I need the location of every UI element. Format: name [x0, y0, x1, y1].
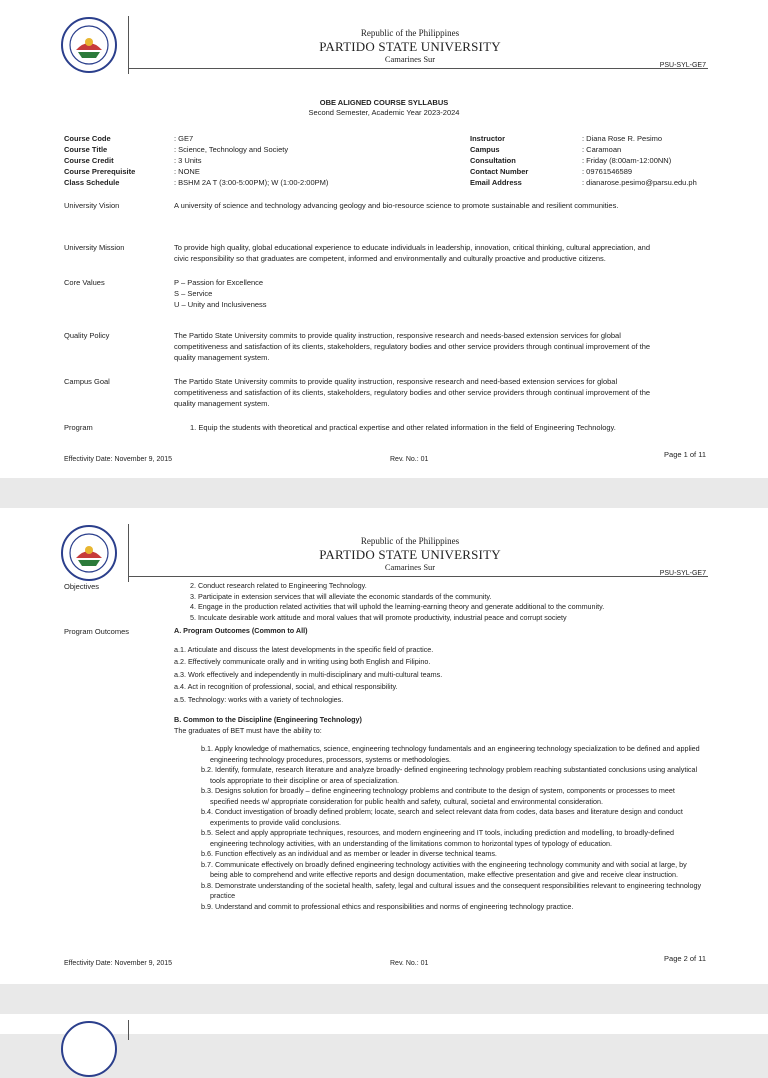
- mission-line: To provide high quality, global educational experience to educate individuals in leadership, innovation, critical thinking, cultural appreciation, and: [174, 243, 650, 252]
- quality-policy-text: [174, 330, 694, 363]
- campus-label: Campus: [470, 145, 500, 154]
- republic-line: Republic of the Philippines: [360, 536, 460, 546]
- instructor-value: : Diana Rose R. Pesimo: [582, 134, 663, 143]
- objective-item: 3. Participate in extension services that will alleviate the economic standards of the community.: [190, 591, 492, 601]
- revision-number: Rev. No.: 01: [390, 960, 429, 967]
- program-label: Program: [64, 423, 93, 432]
- revision-number: Rev. No.: 01: [390, 456, 429, 463]
- outcome-b-item: b.2. Identify, formulate, research literature and analyze broadly- defined engineering technology problem reaching substantiated conclusions using analytical tools appropriate to their discipline or area of specialization.: [201, 765, 698, 785]
- outcomes-b-intro: The graduates of BET must have the ability to:: [174, 725, 322, 735]
- outcome-a-item: a.3. Work effectively and independently in multi-disciplinary and multi-cultural teams.: [174, 669, 443, 679]
- outcomes-a-title: A. Program Outcomes (Common to All): [174, 626, 308, 635]
- text-line: quality management system.: [174, 399, 270, 408]
- republic-line: Republic of the Philippines: [360, 28, 460, 38]
- header-vertical-rule: [128, 524, 129, 582]
- campus-goal-label: Campus Goal: [64, 377, 110, 386]
- document-page-1: [0, 0, 768, 478]
- course-info-left: [64, 133, 328, 188]
- course-title-label: Course Title: [64, 145, 108, 154]
- university-name: PARTIDO STATE UNIVERSITY: [319, 547, 501, 562]
- class-schedule-label: Class Schedule: [64, 178, 120, 187]
- course-code-label: Course Code: [64, 134, 111, 143]
- course-credit-value: : 3 Units: [174, 156, 202, 165]
- syllabus-subtitle: Second Semester, Academic Year 2023-2024: [308, 108, 460, 117]
- objective-item: 2. Conduct research related to Engineering Technology.: [190, 581, 367, 590]
- outcome-b-item: b.8. Demonstrate understanding of the societal health, safety, legal and cultural issues and the consequent responsibilities relevant to engineering technology practice: [201, 880, 702, 900]
- university-seal-logo: [60, 524, 118, 582]
- outcome-b-item: b.6. Function effectively as an individual and as member or leader in diverse technical teams.: [201, 849, 497, 858]
- course-title-value: : Science, Technology and Society: [174, 145, 289, 154]
- outcome-b-item: b.7. Communicate effectively on broadly defined engineering technology activities with the engineering technology community and with social at large, by being able to comprehend and write effective reports and design documentation, make effective presentation and give and receive clear instruction.: [201, 859, 687, 879]
- program-outcomes-body: [174, 626, 704, 912]
- email-value[interactable]: : dianarose.pesimo@parsu.edu.ph: [582, 178, 697, 187]
- consultation-value: : Friday (8:00am-12:00NN): [582, 156, 672, 165]
- instructor-label: Instructor: [470, 134, 506, 143]
- page-header: [0, 0, 768, 80]
- outcome-a-item: a.5. Technology: works with a variety of technologies.: [174, 694, 344, 704]
- course-prereq-label: Course Prerequisite: [64, 167, 136, 176]
- class-schedule-value: : BSHM 2A T (3:00-5:00PM); W (1:00-2:00PM): [174, 178, 329, 187]
- course-info-right: [470, 133, 697, 188]
- value-item: S – Service: [174, 289, 213, 298]
- university-seal-logo: [60, 16, 118, 74]
- campus-goal-text: [174, 376, 694, 409]
- objective-item: 5. Inculcate desirable work attitude and moral values that will promote productivity, industrial peace and corrupt society: [190, 612, 567, 622]
- program-item: 1. Equip the students with theoretical and practical expertise and other related information in the field of Engineering Technology.: [190, 423, 616, 432]
- course-code-value: : GE7: [174, 134, 194, 143]
- page-number: Page 1 of 11: [664, 450, 706, 459]
- value-item: U – Unity and Inclusiveness: [174, 300, 267, 309]
- contact-value: : 09761546589: [582, 167, 633, 176]
- document-page-2: [0, 508, 768, 984]
- objective-item: 4. Engage in the production related activities that will uphold the learning-earning theory and generate additional to the community.: [190, 602, 605, 611]
- program-outcomes-label: Program Outcomes: [64, 627, 130, 636]
- values-list: [174, 277, 694, 310]
- outcome-a-item: a.4. Act in recognition of professional, social, and ethical responsibility.: [174, 682, 398, 691]
- campus-name: Camarines Sur: [384, 562, 436, 572]
- document-page-3: [0, 1014, 768, 1034]
- text-line: competitiveness and satisfaction of its clients, stakeholders, regulatory bodies and other service providers through continual improvement of the: [174, 342, 651, 351]
- syllabus-title: OBE ALIGNED COURSE SYLLABUS: [319, 98, 449, 107]
- course-prereq-value: : NONE: [174, 167, 200, 176]
- doc-code: PSU-SYL-GE7: [659, 62, 706, 69]
- university-seal-logo: [60, 1020, 118, 1078]
- syllabus-title-block: [0, 98, 768, 118]
- page-number: Page 2 of 11: [664, 954, 706, 963]
- objectives-label: Objectives: [64, 582, 100, 591]
- outcome-b-item: b.3. Designs solution for broadly – define engineering technology problems and contribute to the design of system, components or processes to meet specified needs w/ appropriate consideration for public health and safety, cultural, societal and environmental consideration.: [201, 786, 675, 806]
- campus-name: Camarines Sur: [384, 54, 436, 64]
- effectivity-date: Effectivity Date: November 9, 2015: [64, 456, 173, 463]
- text-line: quality management system.: [174, 353, 270, 362]
- text-line: competitiveness and satisfaction of its clients, stakeholders, regulatory bodies and other service providers through continual improvement of the: [174, 388, 651, 397]
- header-vertical-rule: [128, 1020, 129, 1040]
- outcome-a-item: a.1. Articulate and discuss the latest developments in the specific field of practice.: [174, 644, 434, 654]
- outcome-b-item: b.1. Apply knowledge of mathematics, science, engineering technology fundamentals and an engineering technology specialization to be defined and applied engineering technology procedures, processors, systems or methodologies.: [201, 744, 700, 764]
- header-title-block: [230, 28, 590, 65]
- campus-value: : Caramoan: [582, 145, 622, 154]
- contact-label: Contact Number: [470, 167, 529, 176]
- mission-line: civic responsibility so that graduates are competent, informed and environmentally and culturally proactive and productive citizens.: [174, 254, 606, 263]
- consultation-label: Consultation: [470, 156, 516, 165]
- page-header: [0, 508, 768, 588]
- course-credit-label: Course Credit: [64, 156, 114, 165]
- outcome-b-item: b.9. Understand and commit to professional ethics and responsibilities and norms of engineering technology practice.: [201, 901, 574, 911]
- email-label: Email Address: [470, 178, 522, 187]
- header-horizontal-rule: [128, 576, 708, 577]
- outcome-a-item: a.2. Effectively communicate orally and in writing using both English and Filipino.: [174, 657, 431, 666]
- header-title-block: [230, 536, 590, 573]
- text-line: The Partido State University commits to provide quality instruction, responsive research and needs-based extension services for global: [174, 331, 621, 340]
- objectives-list: [174, 581, 710, 623]
- mission-text: [174, 242, 694, 264]
- header-horizontal-rule: [128, 68, 708, 69]
- value-item: P – Passion for Excellence: [174, 278, 264, 287]
- mission-label: University Mission: [64, 243, 125, 252]
- university-name: PARTIDO STATE UNIVERSITY: [319, 39, 501, 54]
- effectivity-date: Effectivity Date: November 9, 2015: [64, 960, 173, 967]
- header-vertical-rule: [128, 16, 129, 74]
- vision-label: University Vision: [64, 201, 120, 210]
- outcome-b-item: b.5. Select and apply appropriate techniques, resources, and modern engineering and IT tools, including prediction and modelling, to broadly-defined engineering technology activities, with an understanding of the limitations common to horizontal types of typology of education.: [201, 828, 674, 848]
- outcome-b-item: b.4. Conduct investigation of broadly defined problem; locate, search and select relevant data from codes, data bases and literature design and conduct experiments to provide valid conclusions.: [201, 807, 683, 827]
- quality-policy-label: Quality Policy: [64, 331, 110, 340]
- outcomes-b-title: B. Common to the Discipline (Engineering Technology): [174, 715, 362, 724]
- vision-text: A university of science and technology advancing geology and bio-resource science to promote sustainable and resilient communities.: [174, 201, 619, 210]
- doc-code: PSU-SYL-GE7: [659, 570, 706, 577]
- text-line: The Partido State University commits to provide quality instruction, responsive research and need-based extension services for global: [174, 377, 618, 386]
- values-label: Core Values: [64, 278, 105, 287]
